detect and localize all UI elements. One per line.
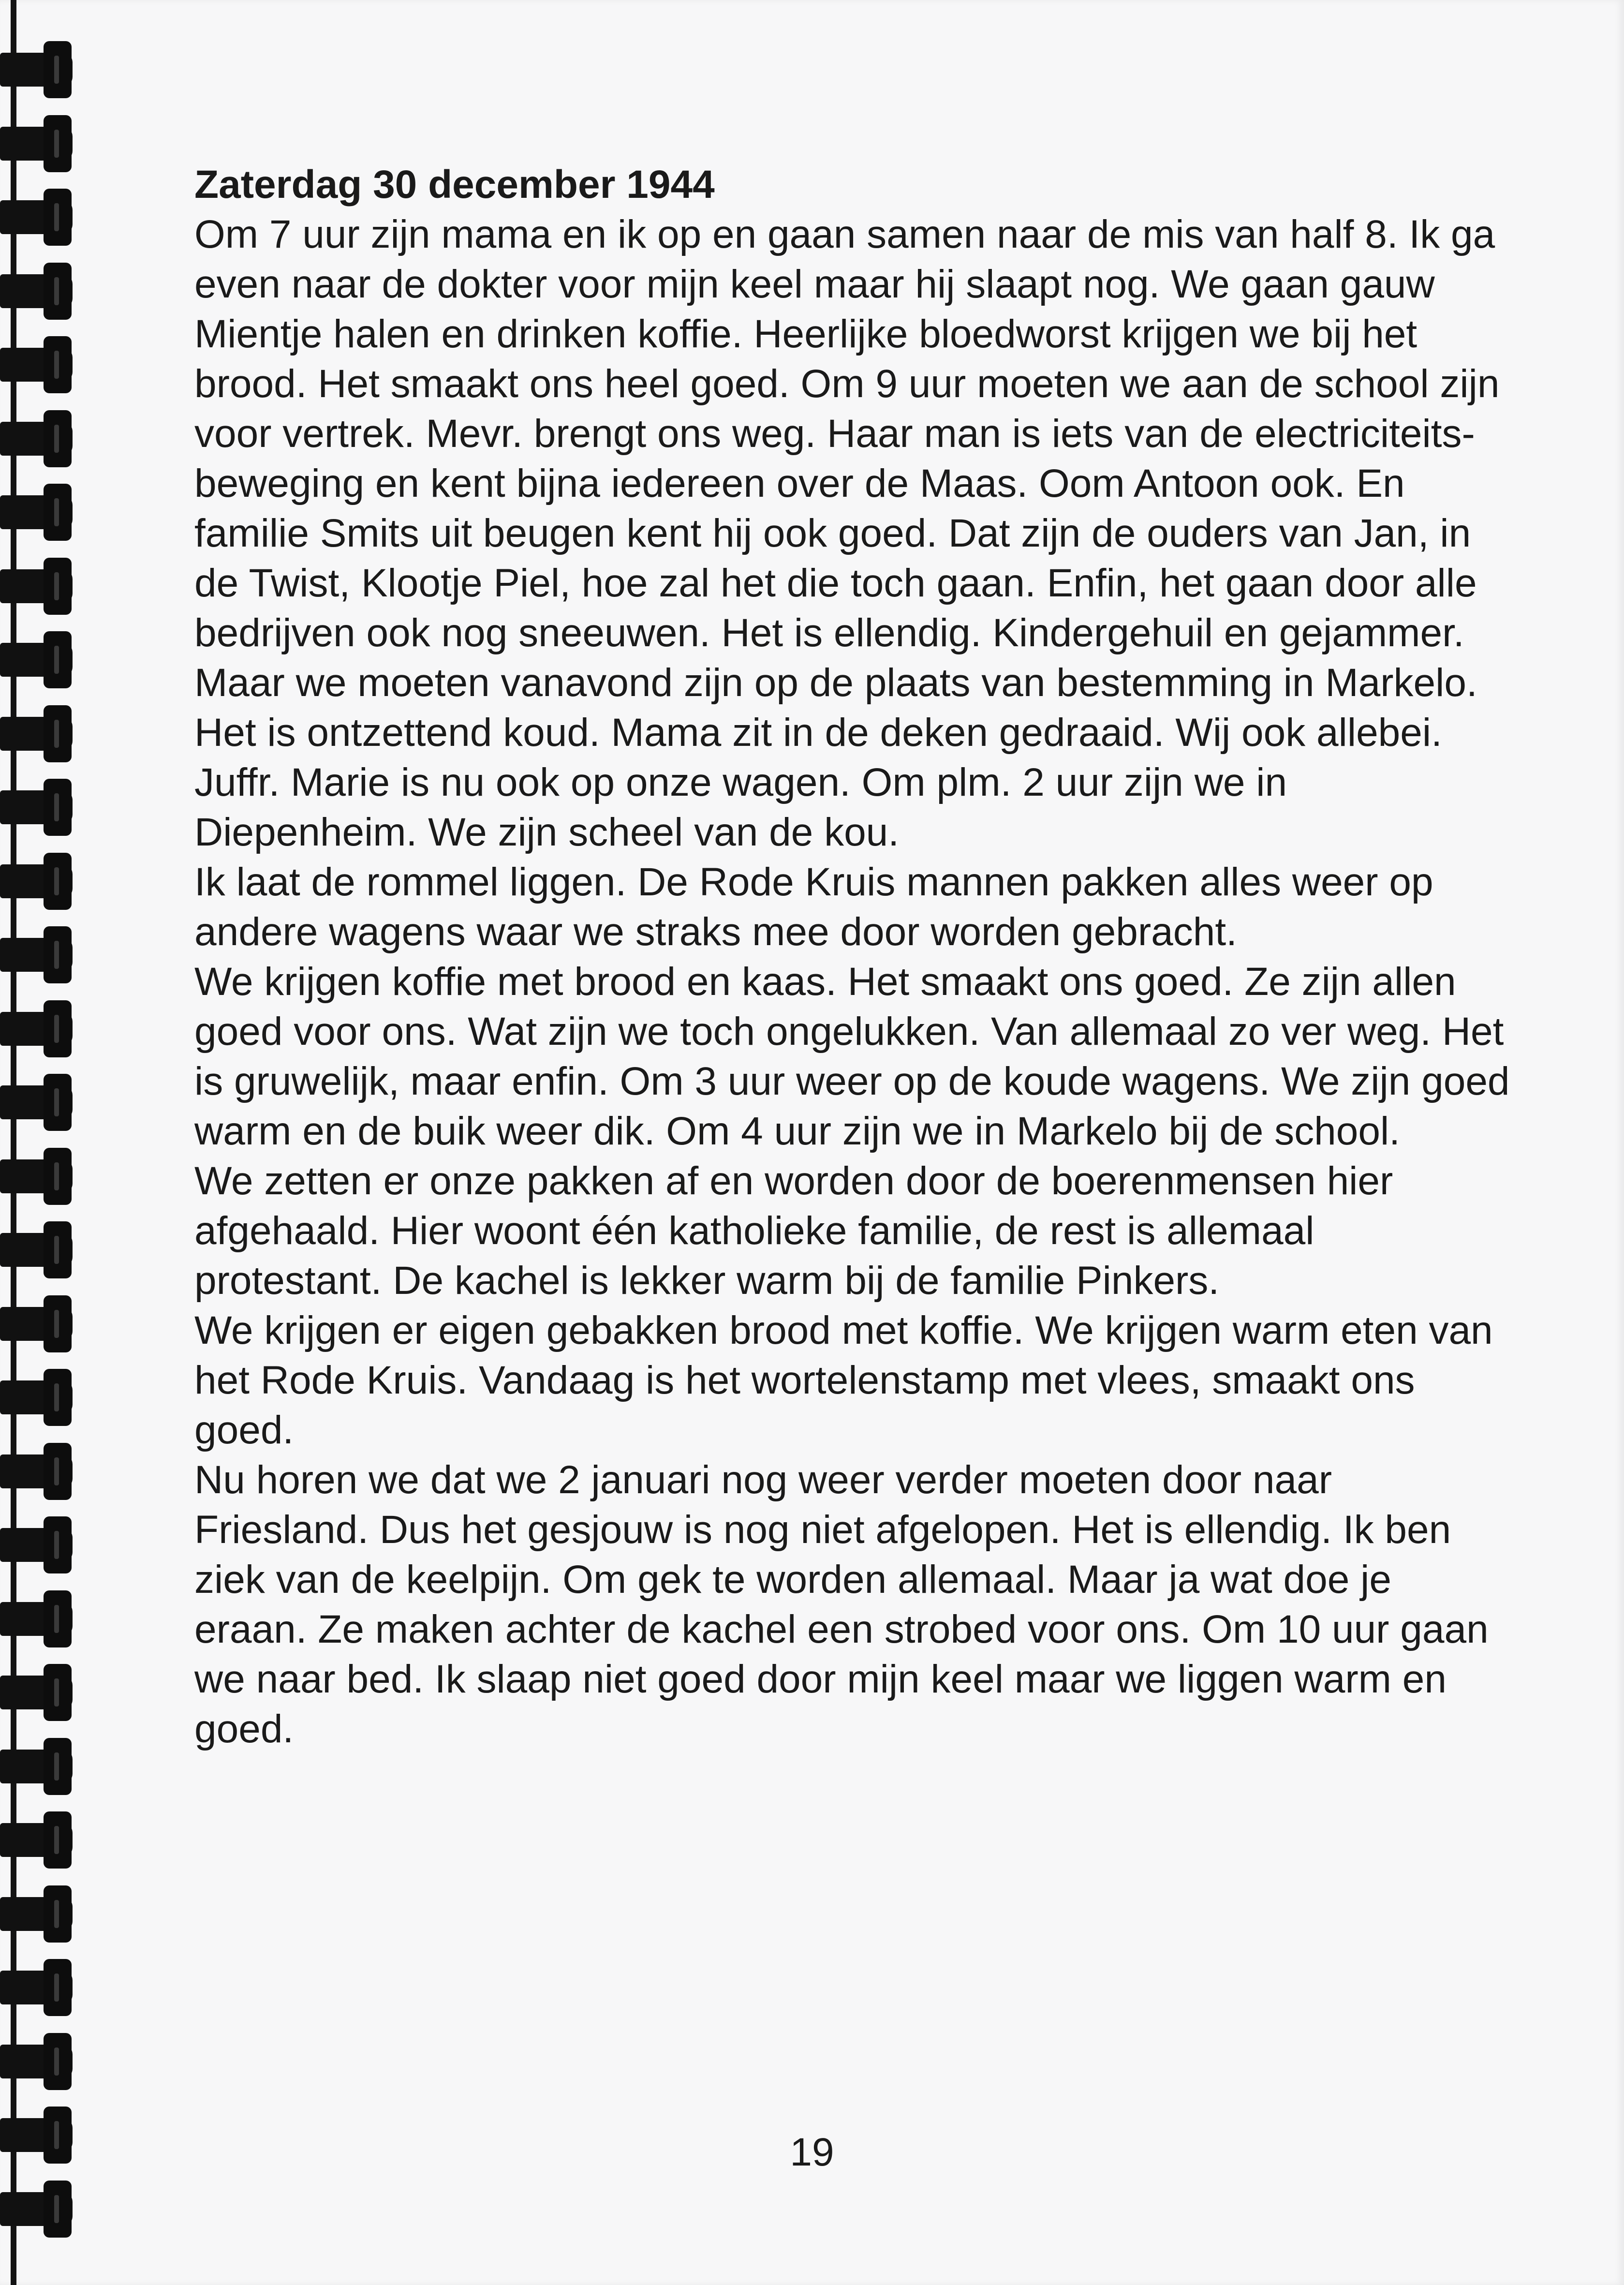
binding-coil [0,558,72,615]
diary-entry [194,160,1510,1754]
binding-coil [0,2181,72,2238]
spiral-binding [0,0,87,2285]
binding-coil-hole [54,1457,59,1485]
binding-coil [0,1885,72,1943]
binding-coil-hole [54,1605,59,1633]
binding-coil-hole [54,1162,59,1190]
binding-coil-hole [54,720,59,748]
binding-coil-hole [54,425,59,453]
binding-coil [0,1148,72,1205]
binding-coil [0,41,72,98]
binding-coil [0,926,72,983]
binding-coil-hole [54,572,59,600]
binding-coil-hole [54,1678,59,1706]
binding-coil [0,1811,72,1869]
binding-coil-hole [54,277,59,305]
binding-coil [0,853,72,910]
binding-coil [0,1295,72,1352]
entry-paragraph: Om 7 uur zijn mama en ik op en gaan samen naar de mis van half 8. Ik ga even naar de dokter voor mijn keel maar hij slaapt nog. We gaan gauw Mientje halen en drinken koffie. Heerlijke bloedworst krijgen we bij het brood. Het smaakt ons heel goed. Om 9 uur moeten we aan de school zijn voor vertrek. Mevr. brengt ons weg. Haar man is iets van de electriciteits-beweging en kent bijna iedereen over de Maas. Oom Antoon ook. En familie Smits uit beugen kent hij ook goed. Dat zijn de ouders van Jan, in de Twist, Klootje Piel, hoe zal het die toch gaan. Enfin, het gaan door alle bedrijven ook nog sneeuwen. Het is ellendig. Kindergehuil en gejammer. Maar we moeten vanavond zijn op de plaats van bestemming in Markelo. [194,212,1500,705]
binding-coil-hole [54,941,59,969]
entry-paragraph: We krijgen er eigen gebakken brood met koffie. We krijgen warm eten van het Rode Kruis. Vandaag is het wortelenstamp met vlees, smaakt ons goed. [194,1308,1493,1452]
binding-coil [0,1443,72,1500]
binding-coil-hole [54,2048,59,2076]
binding-coil-hole [54,351,59,379]
binding-coil-hole [54,1088,59,1116]
binding-coil [0,1516,72,1573]
binding-coil-hole [54,793,59,821]
binding-coil-hole [54,203,59,231]
binding-coil-hole [54,646,59,674]
binding-coil-hole [54,1310,59,1338]
binding-coil-hole [54,1826,59,1854]
binding-coil [0,1959,72,2016]
entry-date-heading: Zaterdag 30 december 1944 [194,163,715,207]
binding-coil-hole [54,1900,59,1928]
binding-coil-hole [54,1015,59,1043]
entry-paragraph: Ik laat de rommel liggen. De Rode Kruis mannen pakken alles weer op andere wagens waar we straks mee door worden gebracht. [194,860,1433,954]
binding-coil-hole [54,1973,59,2002]
page-number: 19 [790,2130,834,2174]
binding-coil-hole [54,1752,59,1781]
entry-paragraph: Het is ontzettend koud. Mama zit in de deken gedraaid. Wij ook allebei. Juffr. Marie is nu ook op onze wagen. Om plm. 2 uur zijn we in Diepenheim. We zijn scheel van de kou. [194,711,1442,854]
binding-coil-hole [54,1383,59,1411]
binding-coil-hole [54,130,59,158]
binding-coil [0,631,72,688]
binding-coil-hole [54,498,59,526]
binding-coil [0,189,72,246]
binding-coil-hole [54,1531,59,1559]
binding-coil [0,1664,72,1721]
binding-coil-hole [54,56,59,84]
binding-coil [0,115,72,172]
binding-coil [0,779,72,836]
binding-coil [0,1369,72,1426]
binding-coil-hole [54,2195,59,2223]
binding-coil [0,1074,72,1131]
binding-coil [0,1738,72,1795]
entry-paragraph: We krijgen koffie met brood en kaas. Het smaakt ons goed. Ze zijn allen goed voor ons. Wat zijn we toch ongelukken. Van allemaal zo ver weg. Het is gruwelijk, maar enfin. Om 3 uur weer op de koude wagens. We zijn goed warm en de buik weer dik. Om 4 uur zijn we in Markelo bij de school. [194,960,1510,1153]
binding-coil [0,1590,72,1647]
entry-paragraph: Nu horen we dat we 2 januari nog weer verder moeten door naar Friesland. Dus het gesjouw is nog niet afgelopen. Het is ellendig. Ik ben ziek van de keelpijn. Om gek te worden allemaal. Maar ja wat doe je eraan. Ze maken achter de kachel een strobed voor ons. Om 10 uur gaan we naar bed. Ik slaap niet goed door mijn keel maar we liggen warm en goed. [194,1458,1489,1751]
binding-coil [0,410,72,467]
binding-coil [0,1000,72,1057]
entry-paragraph: We zetten er onze pakken af en worden door de boerenmensen hier afgehaald. Hier woont één katholieke familie, de rest is allemaal protestant. De kachel is lekker warm bij de familie Pinkers. [194,1159,1393,1303]
binding-coil [0,336,72,393]
binding-coil [0,484,72,541]
binding-coil-hole [54,867,59,895]
binding-coil-hole [54,1236,59,1264]
binding-coil [0,2033,72,2090]
binding-coil [0,1221,72,1278]
binding-coil [0,263,72,320]
binding-coil [0,705,72,762]
